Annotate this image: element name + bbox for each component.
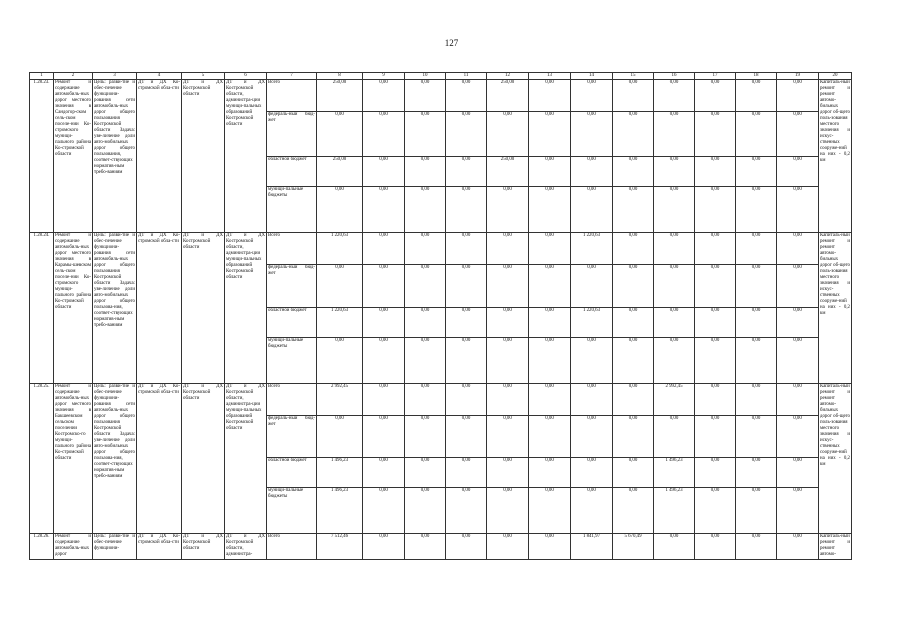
- amount-cell: 0,00: [317, 338, 363, 384]
- header-cell: 11: [446, 73, 487, 80]
- amount-cell: 0,00: [446, 233, 487, 265]
- amount-cell: 0,00: [529, 458, 571, 488]
- amount-cell: 0,00: [571, 265, 613, 308]
- amount-cell: 0,00: [777, 416, 819, 458]
- measure-name: Ремонт и содержание автомобиль-ных дорог: [54, 534, 93, 560]
- amount-cell: 0,00: [613, 157, 654, 187]
- amount-cell: 0,00: [695, 488, 736, 534]
- amount-cell: 0,00: [654, 157, 695, 187]
- amount-cell: 0,00: [654, 80, 695, 112]
- amount-cell: 0,00: [446, 187, 487, 233]
- amount-cell: 0,00: [317, 416, 363, 458]
- amount-cell: 0,00: [405, 338, 446, 384]
- participants: ДТ и ДХ Костромской области, администра-ции муници-пальных образований Костромской области: [225, 80, 267, 233]
- amount-cell: 0,00: [317, 112, 363, 157]
- table-row: [30, 384, 852, 416]
- participants: ДТ и ДХ Костромской области, администра-ции муници-пальных образований Костромской области: [225, 233, 267, 384]
- amount-cell: 0,00: [487, 534, 529, 560]
- amount-cell: 0,00: [529, 488, 571, 534]
- amount-cell: 0,00: [695, 416, 736, 458]
- header-cell: 12: [487, 73, 529, 80]
- amount-cell: 0,00: [613, 233, 654, 265]
- participants: ДТ и ДХ Костромской области, администра-ции муници-пальных образований Костромской области: [225, 384, 267, 534]
- expected-result: Капиталь-ный ремонт и ремонт автомо-: [819, 534, 852, 560]
- amount-cell: 0,00: [777, 534, 819, 560]
- amount-cell: 2 992,45: [317, 384, 363, 416]
- amount-cell: 7 512,46: [317, 534, 363, 560]
- co-executor: ДТ и ДХ Костромской области: [182, 384, 225, 534]
- executor: ДТ и ДХ Ко-стромской обла-сти: [137, 534, 182, 560]
- amount-cell: 0,00: [613, 187, 654, 233]
- funding-source: областной бюджет: [267, 458, 317, 488]
- amount-cell: 0,00: [777, 308, 819, 338]
- amount-cell: 0,00: [695, 308, 736, 338]
- amount-cell: 0,00: [654, 187, 695, 233]
- amount-cell: 0,00: [695, 458, 736, 488]
- amount-cell: 1 220,63: [571, 308, 613, 338]
- amount-cell: 0,00: [571, 384, 613, 416]
- table-row: [30, 233, 852, 265]
- funding-source: Всего: [267, 534, 317, 560]
- amount-cell: 0,00: [613, 338, 654, 384]
- amount-cell: 0,00: [405, 458, 446, 488]
- measure-name: Ремонт и содержание автомобиль-ных дорог местного значения в Карамы-шевском сель-ском поселе-нии Ко-стромского муници-пального района Ко-стромской области: [54, 233, 93, 384]
- amount-cell: 0,00: [529, 534, 571, 560]
- funding-source: федераль-ный бюд-жет: [267, 416, 317, 458]
- header-cell: 2: [54, 73, 93, 80]
- amount-cell: 0,00: [613, 416, 654, 458]
- amount-cell: 0,00: [363, 157, 405, 187]
- amount-cell: 0,00: [446, 157, 487, 187]
- header-cell: 19: [777, 73, 819, 80]
- amount-cell: 0,00: [446, 384, 487, 416]
- amount-cell: 0,00: [363, 416, 405, 458]
- amount-cell: 0,00: [487, 265, 529, 308]
- table-row: [30, 80, 852, 112]
- amount-cell: 0,00: [777, 112, 819, 157]
- amount-cell: 250,00: [317, 157, 363, 187]
- co-executor: ДТ и ДХ Костромской области: [182, 80, 225, 233]
- amount-cell: 1 496,23: [654, 458, 695, 488]
- amount-cell: 0,00: [654, 416, 695, 458]
- funding-source: муници-пальные бюджеты: [267, 338, 317, 384]
- amount-cell: 0,00: [363, 233, 405, 265]
- amount-cell: 0,00: [317, 265, 363, 308]
- amount-cell: 0,00: [405, 112, 446, 157]
- amount-cell: 0,00: [405, 416, 446, 458]
- amount-cell: 0,00: [777, 338, 819, 384]
- amount-cell: 0,00: [736, 338, 777, 384]
- amount-cell: 0,00: [695, 233, 736, 265]
- amount-cell: 5 670,49: [613, 534, 654, 560]
- expected-result: Капиталь-ный ремонт и ремонт автомо-бильных дорог об-щего поль-зования местного значения и искус-ственных сооруже-ний на них - 0,2 км: [819, 233, 852, 384]
- header-cell: 5: [182, 73, 225, 80]
- amount-cell: 0,00: [529, 384, 571, 416]
- amount-cell: 0,00: [487, 233, 529, 265]
- row-number: 1.28.25.: [30, 384, 54, 534]
- amount-cell: 0,00: [613, 80, 654, 112]
- funding-source: областной бюджет: [267, 157, 317, 187]
- amount-cell: 0,00: [777, 384, 819, 416]
- amount-cell: 0,00: [363, 488, 405, 534]
- amount-cell: 250,00: [487, 80, 529, 112]
- amount-cell: 0,00: [736, 384, 777, 416]
- header-cell: 6: [225, 73, 267, 80]
- amount-cell: 0,00: [736, 265, 777, 308]
- amount-cell: 0,00: [777, 265, 819, 308]
- row-number: 1.28.26.: [30, 534, 54, 560]
- amount-cell: 0,00: [654, 112, 695, 157]
- amount-cell: 0,00: [654, 233, 695, 265]
- amount-cell: 0,00: [571, 488, 613, 534]
- header-cell: 13: [529, 73, 571, 80]
- amount-cell: 0,00: [446, 308, 487, 338]
- amount-cell: 0,00: [405, 534, 446, 560]
- executor: ДТ и ДХ Ко-стромской обла-сти: [137, 233, 182, 384]
- amount-cell: 0,00: [363, 458, 405, 488]
- amount-cell: 0,00: [777, 233, 819, 265]
- amount-cell: 1 220,63: [571, 233, 613, 265]
- amount-cell: 0,00: [446, 265, 487, 308]
- amount-cell: 0,00: [695, 112, 736, 157]
- amount-cell: 0,00: [487, 458, 529, 488]
- budget-table: [29, 72, 852, 560]
- amount-cell: 0,00: [654, 308, 695, 338]
- amount-cell: 0,00: [363, 534, 405, 560]
- expected-result: Капиталь-ный ремонт и ремонт автомо-бильных дорог об-щего поль-зования местного значения и искус-ственных сооруже-ний на них - 0,2 км: [819, 80, 852, 233]
- amount-cell: 0,00: [487, 112, 529, 157]
- co-executor: ДТ и ДХ Костромской области: [182, 534, 225, 560]
- amount-cell: 0,00: [363, 384, 405, 416]
- measure-name: Ремонт и содержание автомобиль-ных дорог местного значения в Сандогор-ском сель-ском поселе-нии Ко-стромского муници-пального района Ко-стромской области: [54, 80, 93, 233]
- amount-cell: 0,00: [405, 384, 446, 416]
- amount-cell: 0,00: [446, 80, 487, 112]
- amount-cell: 0,00: [317, 187, 363, 233]
- header-cell: 15: [613, 73, 654, 80]
- amount-cell: 0,00: [695, 157, 736, 187]
- row-number: 1.28.23.: [30, 80, 54, 233]
- amount-cell: 0,00: [613, 112, 654, 157]
- amount-cell: 1 841,97: [571, 534, 613, 560]
- amount-cell: 0,00: [736, 112, 777, 157]
- funding-source: областной бюджет: [267, 308, 317, 338]
- amount-cell: 0,00: [487, 308, 529, 338]
- amount-cell: 0,00: [613, 384, 654, 416]
- amount-cell: 0,00: [736, 233, 777, 265]
- header-cell: 10: [405, 73, 446, 80]
- measure-name: Ремонт и содержание автомобиль-ных дорог местного значения в Бакшеевском сельском поселении Костромско-го муници-пального района Ко-стромской области: [54, 384, 93, 534]
- amount-cell: 0,00: [613, 458, 654, 488]
- expected-result: Капиталь-ный ремонт и ремонт автомо-бильных дорог об-щего поль-зования местного значения и искус-ственных сооруже-ний на них - 0,2 км: [819, 384, 852, 534]
- amount-cell: 0,00: [446, 112, 487, 157]
- amount-cell: 0,00: [613, 265, 654, 308]
- row-number: 1.28.24.: [30, 233, 54, 384]
- amount-cell: 0,00: [571, 112, 613, 157]
- goal-text: Цель: разви-тие и обес-печение функциони-рования сети автомобиль-ных дорог общего пользования Костромской области Задача: уве-личение доли авто-мобильных дорог общего пользова-ния, соответ-ствующих норматив-ным требо-ваниям: [93, 384, 137, 534]
- header-cell: 7: [267, 73, 317, 80]
- amount-cell: 0,00: [736, 416, 777, 458]
- amount-cell: 0,00: [695, 265, 736, 308]
- amount-cell: 0,00: [736, 458, 777, 488]
- amount-cell: 0,00: [777, 187, 819, 233]
- funding-source: Всего: [267, 384, 317, 416]
- amount-cell: 0,00: [529, 338, 571, 384]
- funding-source: Всего: [267, 80, 317, 112]
- amount-cell: 0,00: [695, 384, 736, 416]
- header-row: [30, 73, 852, 80]
- amount-cell: 0,00: [571, 458, 613, 488]
- goal-text: Цель: разви-тие и обес-печение функциони-рования сети автомобиль-ных дорог общего пользования Костромской области Задача: уве-личение доли авто-мобильных дорог общего пользования, соответ-ствующих норматив-ным требо-ваниям: [93, 80, 137, 233]
- header-cell: 16: [654, 73, 695, 80]
- amount-cell: 0,00: [736, 488, 777, 534]
- amount-cell: 0,00: [777, 80, 819, 112]
- amount-cell: 0,00: [405, 265, 446, 308]
- header-cell: 18: [736, 73, 777, 80]
- page-number: 127: [444, 38, 459, 48]
- co-executor: ДТ и ДХ Костромской области: [182, 233, 225, 384]
- header-cell: 14: [571, 73, 613, 80]
- amount-cell: 0,00: [736, 80, 777, 112]
- amount-cell: 0,00: [487, 338, 529, 384]
- funding-source: муници-пальные бюджеты: [267, 187, 317, 233]
- amount-cell: 0,00: [654, 338, 695, 384]
- amount-cell: 0,00: [446, 534, 487, 560]
- amount-cell: 0,00: [529, 233, 571, 265]
- amount-cell: 0,00: [571, 187, 613, 233]
- funding-source: федераль-ный бюд-жет: [267, 112, 317, 157]
- amount-cell: 0,00: [695, 80, 736, 112]
- amount-cell: 0,00: [736, 157, 777, 187]
- amount-cell: 1 496,23: [317, 458, 363, 488]
- header-cell: 1: [30, 73, 54, 80]
- amount-cell: 0,00: [529, 112, 571, 157]
- header-cell: 4: [137, 73, 182, 80]
- amount-cell: 0,00: [446, 338, 487, 384]
- amount-cell: 0,00: [405, 157, 446, 187]
- amount-cell: 0,00: [363, 112, 405, 157]
- participants: ДТ и ДХ Костромской области, администра-: [225, 534, 267, 560]
- amount-cell: 0,00: [363, 265, 405, 308]
- amount-cell: 250,00: [317, 80, 363, 112]
- amount-cell: 0,00: [405, 187, 446, 233]
- amount-cell: 1 220,63: [317, 233, 363, 265]
- funding-source: Всего: [267, 233, 317, 265]
- goal-text: Цель: разви-тие и обес-печение функциони-рования сети автомобиль-ных дорог общего пользования Костромской области Задача: уве-личение доли авто-мобильных дорог общего пользова-ния, соответ-ствующих норматив-ным требо-ваниям: [93, 233, 137, 384]
- amount-cell: 0,00: [736, 308, 777, 338]
- amount-cell: 250,00: [487, 157, 529, 187]
- amount-cell: 0,00: [613, 308, 654, 338]
- executor: ДТ и ДХ Ко-стромской обла-сти: [137, 80, 182, 233]
- amount-cell: 0,00: [529, 416, 571, 458]
- amount-cell: 0,00: [654, 265, 695, 308]
- amount-cell: 0,00: [363, 308, 405, 338]
- amount-cell: 0,00: [571, 416, 613, 458]
- amount-cell: 2 992,45: [654, 384, 695, 416]
- executor: ДТ и ДХ Ко-стромской обла-сти: [137, 384, 182, 534]
- amount-cell: 0,00: [405, 488, 446, 534]
- amount-cell: 0,00: [529, 308, 571, 338]
- header-cell: 17: [695, 73, 736, 80]
- header-cell: 20: [819, 73, 852, 80]
- amount-cell: 1 220,63: [317, 308, 363, 338]
- amount-cell: 0,00: [571, 338, 613, 384]
- amount-cell: 0,00: [363, 338, 405, 384]
- amount-cell: 0,00: [446, 416, 487, 458]
- amount-cell: 0,00: [695, 187, 736, 233]
- amount-cell: 0,00: [777, 458, 819, 488]
- header-cell: 9: [363, 73, 405, 80]
- funding-source: федераль-ный бюд-жет: [267, 265, 317, 308]
- amount-cell: 0,00: [405, 308, 446, 338]
- amount-cell: 0,00: [777, 488, 819, 534]
- amount-cell: 0,00: [405, 233, 446, 265]
- table-row: [30, 534, 852, 560]
- amount-cell: 0,00: [487, 416, 529, 458]
- amount-cell: 0,00: [363, 80, 405, 112]
- amount-cell: 0,00: [529, 265, 571, 308]
- amount-cell: 0,00: [487, 187, 529, 233]
- amount-cell: 0,00: [529, 187, 571, 233]
- amount-cell: 0,00: [487, 384, 529, 416]
- amount-cell: 0,00: [571, 80, 613, 112]
- amount-cell: 0,00: [777, 157, 819, 187]
- amount-cell: 0,00: [446, 458, 487, 488]
- funding-source: муници-пальные бюджеты: [267, 488, 317, 534]
- amount-cell: 0,00: [736, 187, 777, 233]
- header-cell: 3: [93, 73, 137, 80]
- amount-cell: 0,00: [736, 534, 777, 560]
- amount-cell: 0,00: [613, 488, 654, 534]
- amount-cell: 1 496,23: [654, 488, 695, 534]
- amount-cell: 0,00: [695, 534, 736, 560]
- amount-cell: 1 496,23: [317, 488, 363, 534]
- amount-cell: 0,00: [446, 488, 487, 534]
- amount-cell: 0,00: [571, 157, 613, 187]
- amount-cell: 0,00: [529, 80, 571, 112]
- header-cell: 8: [317, 73, 363, 80]
- amount-cell: 0,00: [654, 534, 695, 560]
- amount-cell: 0,00: [695, 338, 736, 384]
- goal-text: Цель: разви-тие и обес-печение функциони-: [93, 534, 137, 560]
- amount-cell: 0,00: [405, 80, 446, 112]
- amount-cell: 0,00: [529, 157, 571, 187]
- amount-cell: 0,00: [363, 187, 405, 233]
- amount-cell: 0,00: [487, 488, 529, 534]
